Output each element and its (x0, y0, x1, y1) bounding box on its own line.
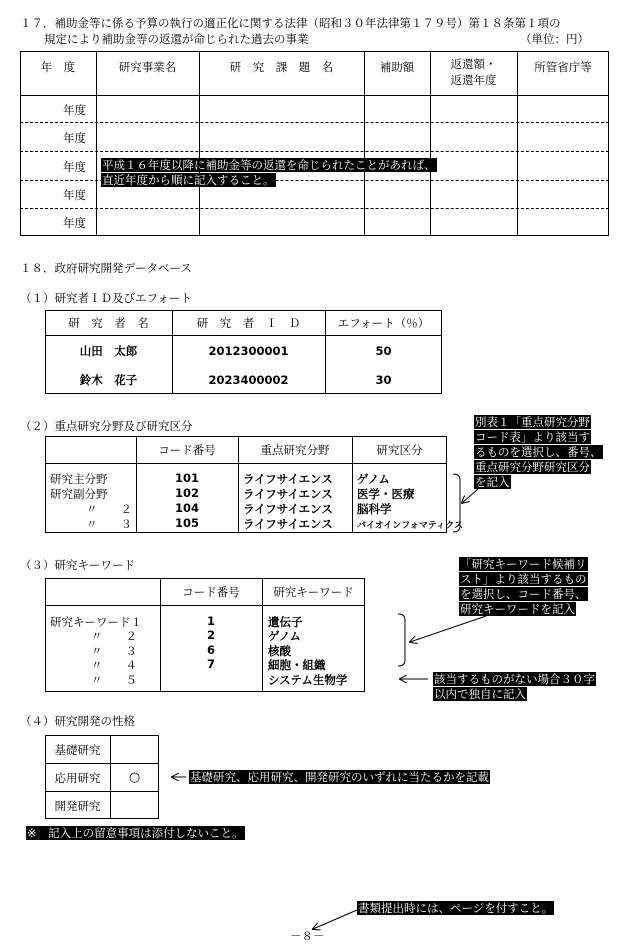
keyword-row-label: 〃 ２ (91, 629, 137, 643)
field-code: 104 (174, 501, 199, 515)
keyword-value: 遺伝子 (268, 615, 303, 629)
researcher-name: 山田 太郎 (79, 344, 138, 358)
field-row-label: 〃 ３ (86, 517, 132, 531)
field-area: ライフサイエンス (243, 487, 333, 501)
researcher-header-name: 研 究 者 名 (68, 316, 149, 330)
keyword-header-keyword: 研究キーワード (273, 585, 354, 599)
field-division: 脳科学 (357, 502, 392, 516)
field-row-label: 研究主分野 (50, 472, 108, 486)
sec18-sub3-title: （３）研究キーワード (20, 558, 135, 572)
sec18-sub3-note2: 以内で独自に記入 (434, 687, 526, 701)
keyword-value: 細胞・組織 (268, 658, 326, 672)
keyword-value: 核酸 (268, 644, 291, 658)
researcher-id: 2023400002 (208, 373, 289, 387)
field-division: 医学・医療 (357, 487, 415, 501)
nature-basic: 基礎研究 (54, 742, 101, 757)
sec17-header-return-amount: 返還額・ (450, 57, 497, 71)
researcher-header-effort: エフォート（％） (337, 316, 430, 330)
keyword-value: ゲノム (268, 629, 301, 643)
field-header-division: 研究区分 (376, 443, 423, 457)
researcher-id: 2012300001 (208, 344, 289, 358)
sec17-unit: （単位：円） (520, 32, 589, 46)
sec18-sub3-note1: 研究キーワードを記入 (460, 602, 575, 616)
field-code: 105 (174, 516, 199, 530)
caution-note: ※ 記入上の留意事項は添付しないこと。 (27, 826, 244, 840)
sec18-sub4-note: 基礎研究、応用研究、開発研究のいずれに当たるかを記載 (190, 770, 489, 784)
sec18-sub2-note: るものを選択し、番号、 (475, 445, 602, 459)
field-area: ライフサイエンス (243, 517, 333, 531)
sec17-header-project: 研究事業名 (118, 60, 177, 74)
keyword-value: システム生物学 (268, 673, 348, 687)
keyword-row-label: 研究キーワード１ (50, 615, 142, 629)
sec17-header-topic: 研 究 課 題 名 (229, 60, 334, 74)
sec17-header-return-year: 返還年度 (450, 73, 497, 87)
sec18-sub1-title: （１）研究者ＩＤ及びエフォート (20, 291, 192, 305)
applied-mark: ○ (128, 770, 141, 785)
sec17-header-year: 年 度 (40, 60, 76, 74)
field-code: 101 (174, 471, 199, 485)
sec18-sub2-title: （２）重点研究分野及び研究区分 (20, 419, 193, 433)
brace-sub2 (453, 474, 460, 532)
arrow-footer (313, 910, 357, 929)
field-division: ゲノム (357, 472, 390, 486)
field-header-code: コード番号 (158, 443, 216, 457)
sec18-sub3-note1: スト」より該当するもの (460, 572, 587, 586)
researcher-header-id: 研 究 者 Ｉ Ｄ (196, 316, 301, 330)
researcher-effort: 50 (375, 344, 392, 358)
keyword-row-label: 〃 ３ (91, 644, 137, 658)
keyword-code: 2 (206, 628, 215, 642)
sec17-note-line1: 平成１６年度以降に補助金等の返還を命じられたことがあれば、 (102, 158, 436, 172)
sec17-note-line2: 直近年度から順に記入すること。 (102, 173, 275, 187)
sec17-title-line1: １７．補助金等に係る予算の執行の適正化に関する法律（昭和３０年法律第１７９号）第１８条第１項の (20, 16, 561, 30)
page-number: －８－ (290, 929, 325, 943)
sec18-sub2-note: を記入 (475, 475, 510, 489)
researcher-effort: 30 (375, 373, 392, 387)
sec18-sub3-note2: 該当するものがない場合３０字 (434, 672, 595, 686)
field-area: ライフサイエンス (243, 472, 333, 486)
sec18-sub4-title: （４）研究開発の性格 (20, 714, 135, 728)
sec17-row-year: 年度 (63, 131, 86, 145)
field-header-area: 重点研究分野 (260, 443, 330, 457)
sec18-sub3-note1: 「研究キーワード候補リ (460, 557, 587, 571)
sec17-header-ministry: 所管省庁等 (534, 60, 592, 74)
brace-sub3 (398, 614, 405, 666)
keyword-row-label: 〃 ５ (91, 673, 137, 687)
researcher-name: 鈴木 花子 (79, 373, 138, 387)
sec18-sub2-note: 別表１「重点研究分野 (475, 415, 590, 429)
sec17-header-amount: 補助額 (379, 60, 415, 74)
keyword-code: 1 (206, 614, 215, 628)
nature-development: 開発研究 (54, 798, 101, 813)
field-division: バイオインフォマティクス (357, 521, 464, 531)
field-row-label: 〃 ２ (86, 502, 132, 516)
sec18-sub2-note: 重点研究分野研究区分 (475, 460, 590, 474)
sec18-title: １８．政府研究開発データベース (20, 261, 192, 275)
field-code: 102 (174, 486, 199, 500)
sec18-sub2-note: コード表」より該当す (475, 430, 590, 444)
sec17-row-year: 年度 (63, 160, 86, 174)
sec17-row-year: 年度 (63, 103, 86, 117)
footer-note: 書類提出時には、ページを付すこと。 (358, 901, 554, 915)
sec17-row-year: 年度 (63, 188, 86, 202)
keyword-code: 7 (206, 657, 215, 671)
nature-applied: 応用研究 (54, 770, 101, 785)
keyword-row-label: 〃 ４ (91, 658, 137, 672)
field-row-label: 研究副分野 (50, 487, 108, 501)
arrow-sub3-note1 (410, 616, 486, 642)
sec17-row-year: 年度 (63, 216, 86, 230)
arrow-sub2 (462, 489, 478, 503)
field-area: ライフサイエンス (243, 502, 333, 516)
sec17-title-line2: 規定により補助金等の返還が命じられた過去の事業 (44, 32, 309, 46)
keyword-header-code: コード番号 (182, 585, 240, 599)
keyword-code: 6 (206, 643, 215, 657)
sec18-sub3-note1: を選択し、コード番号、 (460, 587, 587, 601)
